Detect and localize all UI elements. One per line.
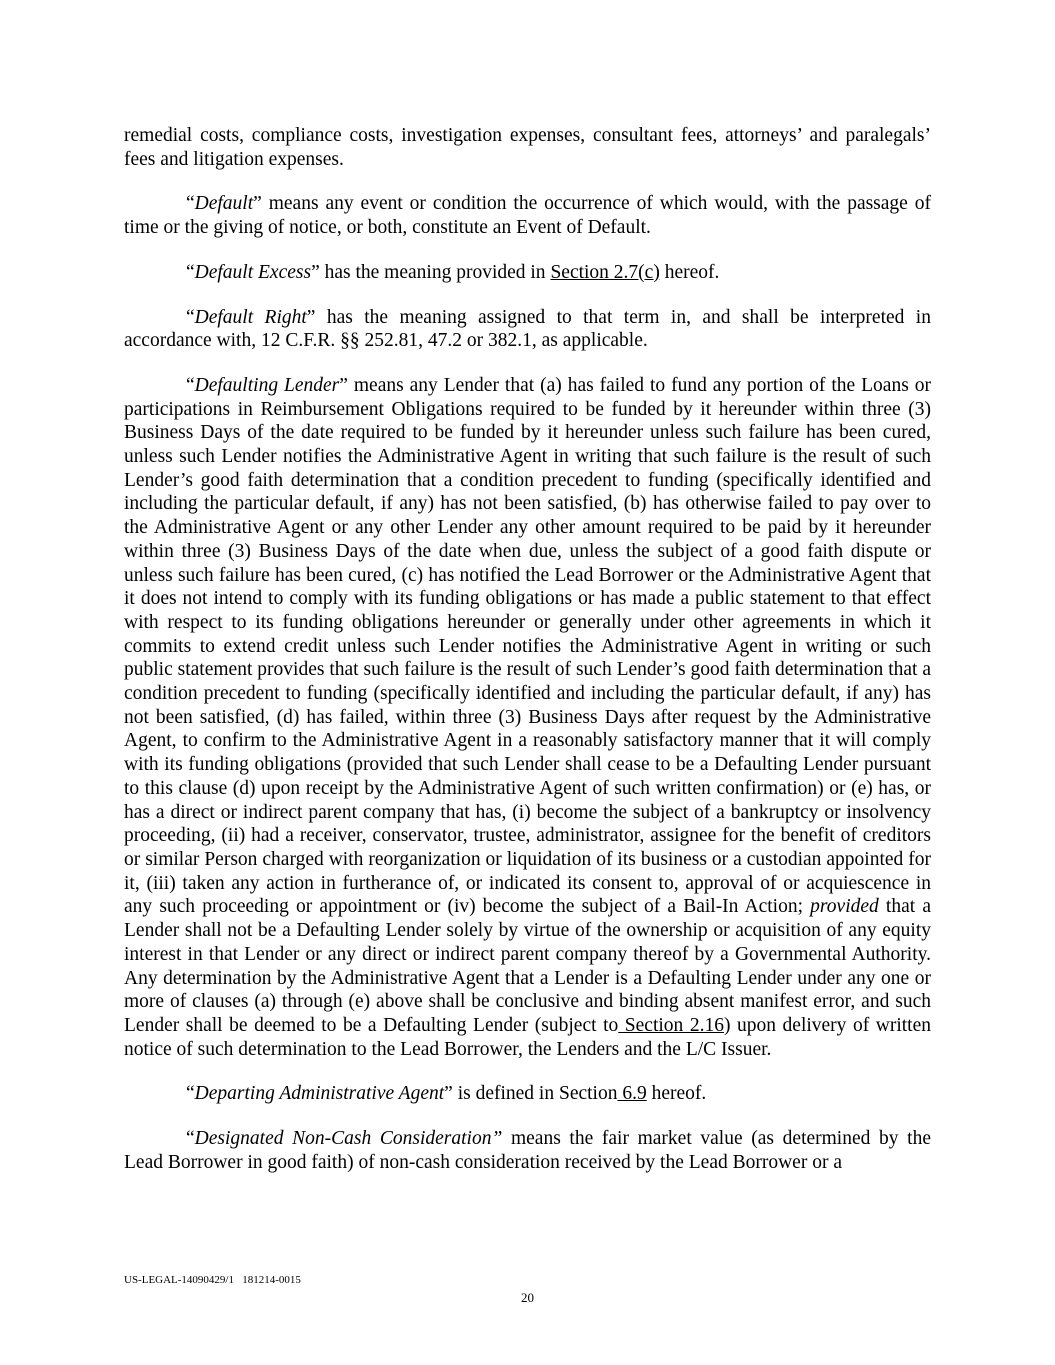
open-quote: “ bbox=[186, 306, 195, 328]
definition-text: has the meaning provided in bbox=[319, 261, 551, 283]
close-quote: ” bbox=[253, 193, 262, 215]
section-reference: Section 2.7(c) bbox=[550, 261, 660, 283]
document-id: US-LEGAL-14090429/1 181214-0015 bbox=[124, 1274, 301, 1286]
close-quote: ” bbox=[311, 261, 320, 283]
definition-text: has the meaning assigned to that term in, and shall be interpreted in accordance with, 12 C.F.R. §§ 252.81, 47.2 or 382.1, as applicable. bbox=[124, 306, 931, 352]
definition-text: that a Lender shall not be a Defaulting Lender solely by virtue of the ownership or acquisition of any equity interest in that Lender or any direct or indirect parent company thereof by a Governmental Authority. Any determination by the Administrative Agent that a Lender is a Defaulting Lender under any one or more of clauses (a) through (e) above shall be conclusive and binding absent manifest error, and such Lender shall be deemed to be a Defaulting Lender (subject to bbox=[124, 896, 931, 1036]
defined-term: Default Excess bbox=[194, 261, 312, 283]
close-quote: ” bbox=[306, 306, 316, 328]
defined-term: Departing Administrative Agent bbox=[194, 1083, 445, 1105]
paragraph-text: remedial costs, compliance costs, investigation expenses, consultant fees, attorneys’ and paralegals’ fees and litigation expenses. bbox=[124, 125, 931, 170]
defined-term: Defaulting Lender bbox=[194, 374, 340, 396]
definition-text: is defined in Section bbox=[452, 1083, 618, 1105]
paragraph-continuation bbox=[124, 124, 931, 171]
defined-term: Default Right bbox=[194, 306, 307, 328]
section-reference: Section 2.16 bbox=[618, 1014, 724, 1036]
defined-term: Designated Non-Cash Consideration” bbox=[194, 1128, 503, 1150]
definition-text: means any event or condition the occurrence of which would, with the passage of time or the giving of notice, or both, constitute an Event of Default. bbox=[124, 193, 931, 239]
definition-default-right bbox=[124, 306, 931, 353]
defined-term: Default bbox=[194, 193, 254, 215]
close-quote: ” bbox=[339, 374, 348, 396]
definition-text: means the fair market value (as determined by the Lead Borrower in good faith) of non-cash consideration received by the Lead Borrower or a bbox=[124, 1128, 931, 1173]
definition-defaulting-lender bbox=[124, 374, 931, 1061]
document-body bbox=[124, 124, 931, 1195]
open-quote: “ bbox=[186, 1083, 195, 1105]
open-quote: “ bbox=[186, 193, 195, 215]
definition-text: hereof. bbox=[646, 1083, 707, 1105]
open-quote: “ bbox=[186, 374, 195, 396]
open-quote: “ bbox=[186, 261, 195, 283]
page-number: 20 bbox=[521, 1290, 534, 1305]
section-reference: 6.9 bbox=[617, 1083, 647, 1105]
definition-designated-noncash bbox=[124, 1127, 931, 1174]
provided-term: provided bbox=[810, 896, 879, 918]
close-quote: ” bbox=[444, 1083, 453, 1105]
definition-departing-agent bbox=[124, 1082, 931, 1106]
definition-text: means any Lender that (a) has failed to fund any portion of the Loans or participations in Reimbursement Obligations required to be funded by it hereunder within three (3) Business Days of the date required to be funded by it hereunder unless such failure has been cured, unless such Lender notifies the Administrative Agent in writing that such failure is the result of such Lender’s good faith determination that a condition precedent to funding (specifically identified and including the particular default, if any) has not been satisfied, (b) has otherwise failed to pay over to the Administrative Agent or any other Lender any other amount required to be paid by it hereunder within three (3) Business Days of the date when due, unless the subject of a good faith dispute or unless such failure has been cured, (c) has notified the Lead Borrower or the Administrative Agent that it does not intend to comply with its funding obligations or has made a public statement to that effect with respect to its funding obligations hereunder or generally under other agreements in which it commits to extend credit unless such Lender notifies the Administrative Agent in writing or such public statement provides that such failure is the result of such Lender’s good faith determination that a condition precedent to funding (specifically identified and including the particular default, if any) has not been satisfied, (d) has failed, within three (3) Business Days after request by the Administrative Agent, to confirm to the Administrative Agent in a reasonably satisfactory manner that it will comply with its funding obligations (provided that such Lender shall cease to be a Defaulting Lender pursuant to this clause (d) upon receipt by the Administrative Agent of such written confirmation) or (e) has, or has a direct or indirect parent company that has, (i) become the subject of a bankruptcy or insolvency proceeding, (ii) had a receiver, conservator, trustee, administrator, assignee for the benefit of creditors or similar Person charged with reorganization or liquidation of its business or a custodian appointed for it, (iii) taken any action in furtherance of, or indicated its consent to, approval of or acquiescence in any such proceeding or appointment or (iv) become the subject of a Bail-In Action; bbox=[124, 374, 931, 918]
definition-text: ) upon delivery of written notice of such determination to the Lead Borrower, the Lenders and the L/C Issuer. bbox=[124, 1014, 931, 1060]
definition-text: hereof. bbox=[659, 261, 720, 283]
open-quote: “ bbox=[186, 1128, 195, 1150]
definition-default bbox=[124, 192, 931, 239]
definition-default-excess bbox=[124, 261, 931, 285]
